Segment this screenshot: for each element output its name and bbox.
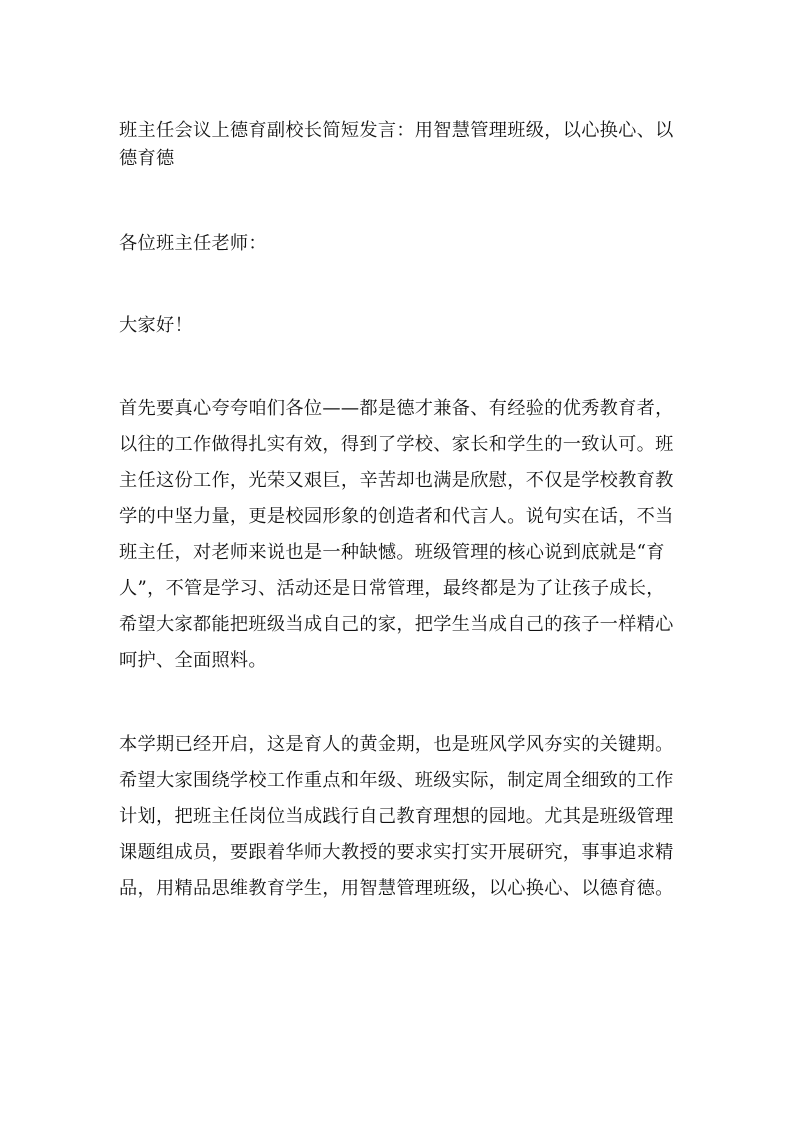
paragraph-1-line-5: 班主任，对老师来说也是一种缺憾。班级管理的核心说到底就是“育 [119,542,665,563]
paragraph-1-line-2: 以往的工作做得扎实有效，得到了学校、家长和学生的一致认可。班 [119,434,674,455]
title-line-1: 班主任会议上德育副校长简短发言：用智慧管理班级，以心换心、以 [119,120,674,141]
greeting: 大家好！ [119,315,193,336]
paragraph-2-line-1: 本学期已经开启，这是育人的黄金期，也是班风学风夯实的关键期。 [119,734,674,755]
paragraph-1-line-4: 学的中坚力量，更是校园形象的创造者和代言人。说句实在话，不当 [119,506,674,527]
title-line-2: 德育德 [119,148,175,169]
paragraph-1-line-8: 呵护、全面照料。 [119,650,267,671]
paragraph-2-line-2: 希望大家围绕学校工作重点和年级、班级实际，制定周全细致的工作 [119,770,674,791]
paragraph-1-line-6: 人”，不管是学习、活动还是日常管理，最终都是为了让孩子成长， [119,578,665,599]
salutation: 各位班主任老师： [119,233,267,254]
paragraph-1-line-3: 主任这份工作，光荣又艰巨，辛苦却也满是欣慰，不仅是学校教育教 [119,470,674,491]
paragraph-2-line-3: 计划，把班主任岗位当成践行自己教育理想的园地。尤其是班级管理 [119,806,674,827]
paragraph-1-line-1: 首先要真心夸夸咱们各位——都是德才兼备、有经验的优秀教育者， [119,398,674,419]
paragraph-2-line-4: 课题组成员，要跟着华师大教授的要求实打实开展研究，事事追求精 [119,842,674,863]
paragraph-1-line-7: 希望大家都能把班级当成自己的家，把学生当成自己的孩子一样精心 [119,614,674,635]
paragraph-2-line-5: 品，用精品思维教育学生，用智慧管理班级，以心换心、以德育德。 [119,878,674,899]
